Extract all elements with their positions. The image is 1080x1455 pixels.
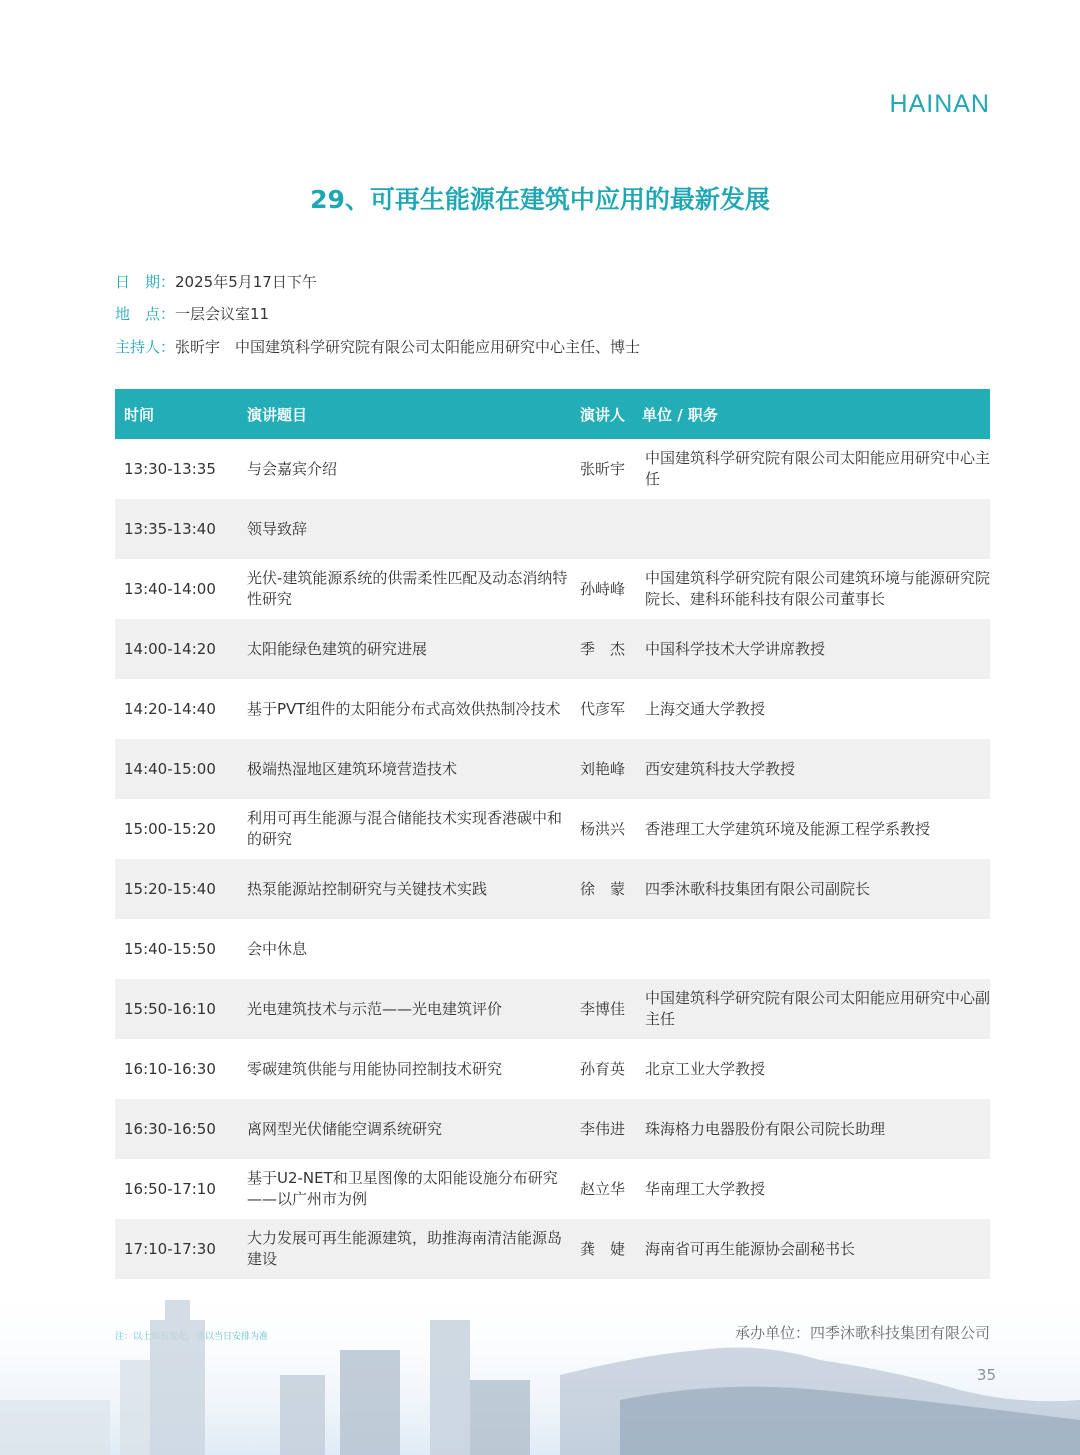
place-label: 地 点： bbox=[115, 305, 176, 323]
cell-topic: 领导致辞 bbox=[247, 519, 308, 538]
host-value: 张昕宇 中国建筑科学研究院有限公司太阳能应用研究中心主任、博士 bbox=[175, 338, 641, 356]
table-row bbox=[115, 799, 990, 859]
cell-time: 15:50-16:10 bbox=[124, 999, 216, 1018]
table-row bbox=[115, 739, 990, 799]
cell-topic: 基于U2-NET和卫星图像的太阳能设施分布研究——以广州市为例 bbox=[247, 1169, 558, 1208]
meta-date bbox=[115, 271, 317, 292]
cell-speaker: 张昕宇 bbox=[580, 459, 626, 478]
cell-speaker: 杨洪兴 bbox=[580, 819, 626, 838]
table-row bbox=[115, 919, 990, 979]
header-speaker: 演讲人 bbox=[580, 406, 626, 424]
cell-time: 13:30-13:35 bbox=[124, 459, 216, 478]
cell-speaker: 李博佳 bbox=[580, 999, 626, 1018]
cell-speaker bbox=[580, 919, 642, 979]
cell-unit bbox=[645, 919, 990, 979]
cell-topic: 离网型光伏储能空调系统研究 bbox=[247, 1119, 443, 1138]
cell-time: 13:40-14:00 bbox=[124, 579, 216, 598]
cell-unit: 海南省可再生能源协会副秘书长 bbox=[645, 1239, 856, 1258]
cell-unit: 华南理工大学教授 bbox=[645, 1179, 766, 1198]
table-row bbox=[115, 619, 990, 679]
cell-speaker: 赵立华 bbox=[580, 1179, 626, 1198]
host-label: 主持人： bbox=[115, 338, 176, 356]
cell-topic: 太阳能绿色建筑的研究进展 bbox=[247, 639, 428, 658]
cell-time: 15:20-15:40 bbox=[124, 879, 216, 898]
cell-unit: 中国建筑科学研究院有限公司太阳能应用研究中心主任 bbox=[645, 449, 991, 488]
cell-time: 14:40-15:00 bbox=[124, 759, 216, 778]
table-row bbox=[115, 979, 990, 1039]
page-title: 29、可再生能源在建筑中应用的最新发展 bbox=[310, 185, 770, 214]
table-row bbox=[115, 679, 990, 739]
cell-speaker: 孙育英 bbox=[580, 1059, 626, 1078]
meta-host bbox=[115, 336, 640, 357]
cell-speaker: 刘艳峰 bbox=[580, 759, 626, 778]
cell-topic: 利用可再生能源与混合储能技术实现香港碳中和的研究 bbox=[247, 809, 563, 848]
cell-topic: 热泵能源站控制研究与关键技术实践 bbox=[247, 879, 488, 898]
cell-time: 13:35-13:40 bbox=[124, 519, 216, 538]
cell-unit: 四季沐歌科技集团有限公司副院长 bbox=[645, 879, 871, 898]
cell-speaker: 孙峙峰 bbox=[580, 579, 626, 598]
city-skyline-illustration bbox=[0, 1280, 1080, 1455]
cell-topic: 基于PVT组件的太阳能分布式高效供热制冷技术 bbox=[247, 699, 561, 718]
place-value: 一层会议室11 bbox=[175, 305, 270, 323]
cell-time: 14:20-14:40 bbox=[124, 699, 216, 718]
cell-time: 16:50-17:10 bbox=[124, 1179, 216, 1198]
cell-speaker: 季 杰 bbox=[580, 639, 626, 658]
cell-unit: 西安建筑科技大学教授 bbox=[645, 759, 796, 778]
cell-topic: 零碳建筑供能与用能协同控制技术研究 bbox=[247, 1059, 503, 1078]
table-row bbox=[115, 499, 990, 559]
cell-topic: 光伏-建筑能源系统的供需柔性匹配及动态消纳特性研究 bbox=[247, 569, 568, 608]
header-topic: 演讲题目 bbox=[247, 406, 308, 424]
table-row bbox=[115, 559, 990, 619]
header-unit: 单位 / 职务 bbox=[642, 406, 718, 424]
table-row bbox=[115, 1159, 990, 1219]
cell-unit: 中国建筑科学研究院有限公司太阳能应用研究中心副主任 bbox=[645, 989, 991, 1028]
cell-topic: 极端热湿地区建筑环境营造技术 bbox=[247, 759, 458, 778]
cell-time: 15:00-15:20 bbox=[124, 819, 216, 838]
cell-unit: 中国建筑科学研究院有限公司建筑环境与能源研究院院长、建科环能科技有限公司董事长 bbox=[645, 569, 991, 608]
table-row bbox=[115, 859, 990, 919]
table-row bbox=[115, 1039, 990, 1099]
table-body bbox=[115, 439, 990, 1279]
cell-time: 14:00-14:20 bbox=[124, 639, 216, 658]
schedule-table bbox=[115, 389, 990, 1279]
cell-unit: 珠海格力电器股份有限公司院长助理 bbox=[645, 1119, 886, 1138]
cell-speaker: 李伟进 bbox=[580, 1119, 626, 1138]
date-value: 2025年5月17日下午 bbox=[175, 273, 317, 291]
cell-unit bbox=[645, 499, 990, 559]
cell-time: 15:40-15:50 bbox=[124, 939, 216, 958]
table-row bbox=[115, 1219, 990, 1279]
cell-unit: 上海交通大学教授 bbox=[645, 699, 766, 718]
table-row bbox=[115, 439, 990, 499]
date-label: 日 期： bbox=[115, 273, 176, 291]
table-row bbox=[115, 1099, 990, 1159]
cell-speaker: 龚 婕 bbox=[580, 1239, 626, 1258]
table-header bbox=[115, 389, 990, 439]
cell-speaker: 代彦军 bbox=[580, 699, 626, 718]
brand-label: HAINAN bbox=[889, 90, 990, 118]
cell-unit: 中国科学技术大学讲席教授 bbox=[645, 639, 826, 658]
cell-time: 17:10-17:30 bbox=[124, 1239, 216, 1258]
cell-speaker bbox=[580, 499, 642, 559]
cell-topic: 大力发展可再生能源建筑，助推海南清洁能源岛建设 bbox=[247, 1229, 563, 1268]
cell-time: 16:30-16:50 bbox=[124, 1119, 216, 1138]
cell-topic: 与会嘉宾介绍 bbox=[247, 459, 338, 478]
cell-unit: 北京工业大学教授 bbox=[645, 1059, 766, 1078]
cell-topic: 会中休息 bbox=[247, 939, 308, 958]
cell-unit: 香港理工大学建筑环境及能源工程学系教授 bbox=[645, 819, 931, 838]
cell-topic: 光电建筑技术与示范——光电建筑评价 bbox=[247, 999, 503, 1018]
cell-speaker: 徐 蒙 bbox=[580, 879, 626, 898]
cell-time: 16:10-16:30 bbox=[124, 1059, 216, 1078]
header-time: 时间 bbox=[124, 406, 155, 424]
meta-place bbox=[115, 303, 269, 324]
